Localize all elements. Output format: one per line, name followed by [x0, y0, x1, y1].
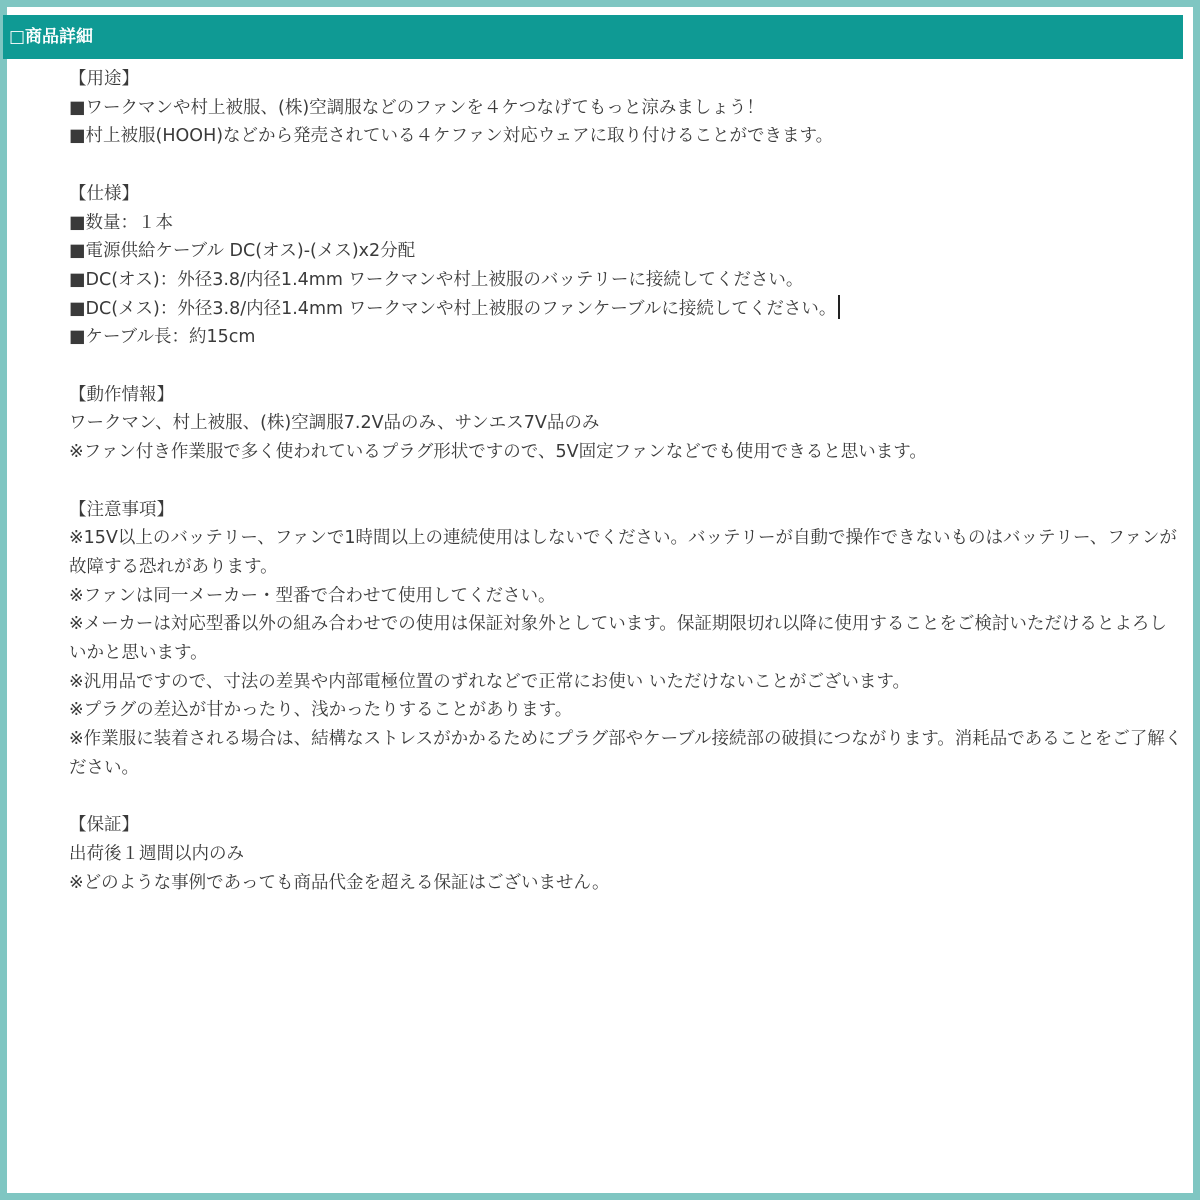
- section-heading: 【用途】: [69, 69, 139, 89]
- detail-line: ※ファンは同一メーカー・型番で合わせて使用してください。: [69, 585, 556, 606]
- detail-line: ※どのような事例であっても商品代金を超える保証はございません。: [69, 872, 610, 893]
- section-specs: [69, 180, 1184, 352]
- product-details-content: [69, 65, 1184, 926]
- detail-line: ※ファン付き作業服で多く使われているプラグ形状ですので、5V固定ファンなどでも使用できると思います。: [69, 442, 927, 463]
- section-heading: 【仕様】: [69, 183, 139, 204]
- text-cursor: [838, 295, 840, 319]
- section-usage: [69, 65, 1184, 151]
- section-heading: 【注意事項】: [69, 499, 174, 520]
- section-warranty: [69, 811, 1184, 897]
- detail-line: ワークマン、村上被服、(株)空調服7.2V品のみ、サンエス7V品のみ: [69, 413, 600, 434]
- detail-line: 出荷後１週間以内のみ: [69, 843, 244, 864]
- section-header-bar: [3, 15, 1183, 59]
- detail-line-text: ■DC(メス)：外径3.8/内径1.4mm ワークマンや村上被服のファンケーブルに接続してください。: [69, 298, 837, 319]
- detail-line: ■ワークマンや村上被服、(株)空調服などのファンを４ケつなげてもっと涼みましょう！: [69, 97, 764, 118]
- detail-line: ■DC(オス)：外径3.8/内径1.4mm ワークマンや村上被服のバッテリーに接続してください。: [69, 269, 804, 290]
- detail-line: ■電源供給ケーブル DC(オス)-(メス)x2分配: [69, 241, 416, 262]
- detail-line: ■ケーブル長：約15cm: [69, 327, 256, 348]
- detail-line: ■数量：１本: [69, 212, 174, 233]
- detail-line: ※プラグの差込が甘かったり、浅かったりすることがあります。: [69, 700, 573, 721]
- detail-line: ■村上被服(HOOH)などから発売されている４ケファン対応ウェアに取り付けることができます。: [69, 126, 834, 147]
- section-heading: 【動作情報】: [69, 384, 174, 405]
- detail-line: ※作業服に装着される場合は、結構なストレスがかかるためにプラグ部やケーブル接続部の破損につながります。消耗品であることをご了解ください。: [69, 729, 1183, 778]
- detail-line: ※汎用品ですので、寸法の差異や内部電極位置のずれなどで正常にお使い いただけないことがございます。: [69, 671, 910, 692]
- section-heading: 【保証】: [69, 815, 139, 836]
- section-precautions: [69, 496, 1184, 783]
- section-header-title: □商品詳細: [9, 27, 94, 47]
- section-operation-info: [69, 381, 1184, 467]
- detail-line: ※15V以上のバッテリー、ファンで1時間以上の連続使用はしないでください。バッテリーが自動で操作できないものはバッテリー、ファンが故障する恐れがあります。: [69, 528, 1177, 577]
- detail-line-with-cursor[interactable]: [69, 295, 1184, 324]
- detail-line: ※メーカーは対応型番以外の組み合わせでの使用は保証対象外としています。保証期限切れ以降に使用することをご検討いただけるとよろしいかと思います。: [69, 614, 1167, 664]
